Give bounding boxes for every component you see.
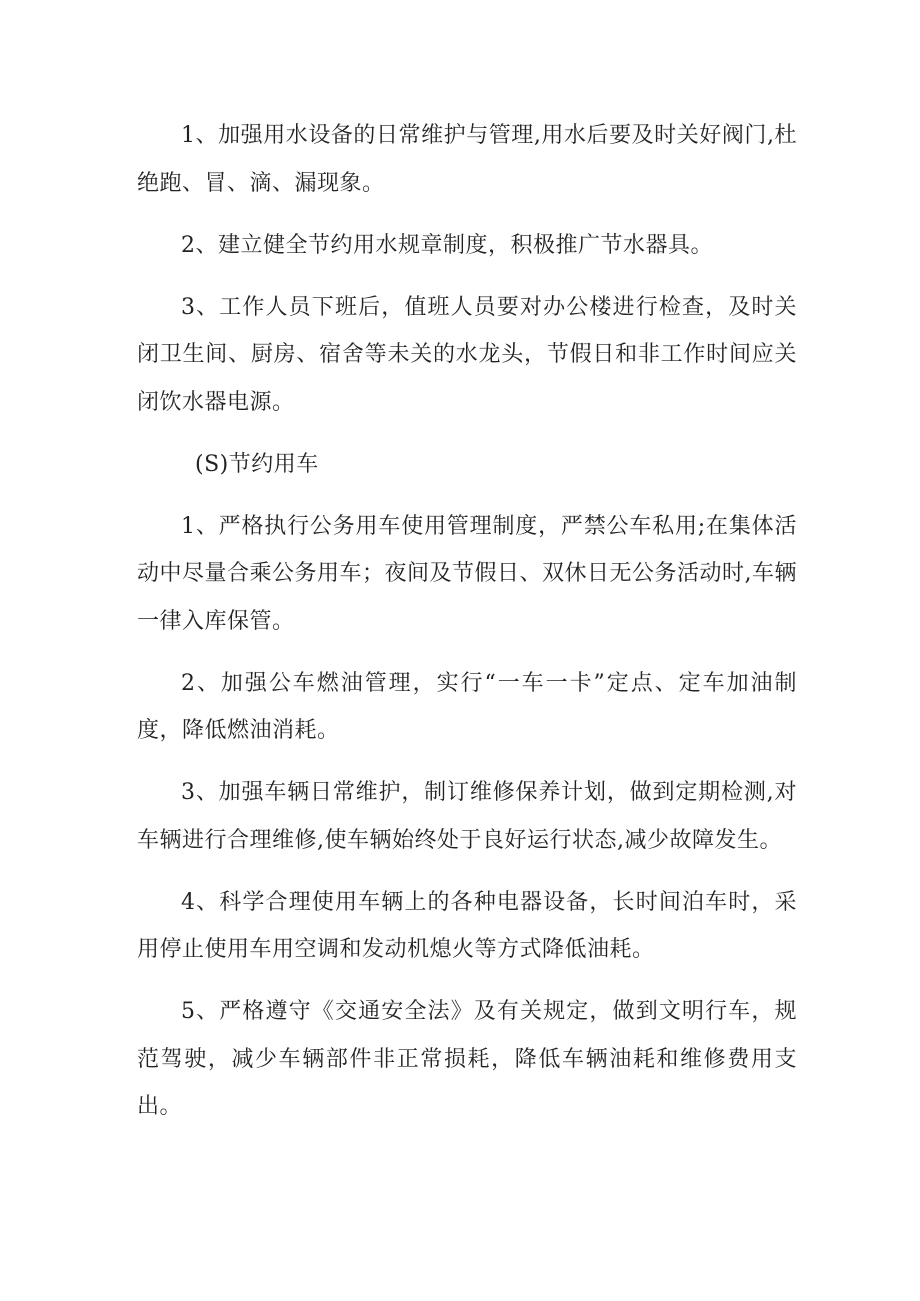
paragraph-vehicle-1: 1、严格执行公务用车使用管理制度，严禁公车私用;在集体活动中尽量合乘公务用车；夜间及节假日、双休日无公务活动时,车辆一律入库保管。 [137,513,797,634]
paragraph-water-1: 1、加强用水设备的日常维护与管理,用水后要及时关好阀门,杜绝跑、冒、滴、漏现象。 [137,123,797,196]
document-body [137,112,797,1145]
paragraph-water-2: 2、建立健全节约用水规章制度，积极推广节水器具。 [181,232,713,258]
paragraph-vehicle-3: 3、加强车辆日常维护，制订维修保养计划，做到定期检测,对车辆进行合理维修,使车辆始终处于良好运行状态,减少故障发生。 [137,780,797,853]
paragraph-vehicle-2: 2、加强公车燃油管理，实行“一车一卡”定点、定车加油制度，降低燃油消耗。 [137,670,797,743]
paragraph-vehicle-4: 4、科学合理使用车辆上的各种电器设备，长时间泊车时，采用停止使用车用空调和发动机熄火等方式降低油耗。 [137,889,797,962]
paragraph-water-3: 3、工作人员下班后，值班人员要对办公楼进行检查，及时关闭卫生间、厨房、宿舍等未关的水龙头，节假日和非工作时间应关闭饮水器电源。 [137,294,797,415]
section-heading-vehicle: (S)节约用车 [195,451,319,477]
paragraph-vehicle-5: 5、严格遵守《交通安全法》及有关规定，做到文明行车，规范驾驶，减少车辆部件非正常损耗，降低车辆油耗和维修费用支出。 [137,999,797,1119]
